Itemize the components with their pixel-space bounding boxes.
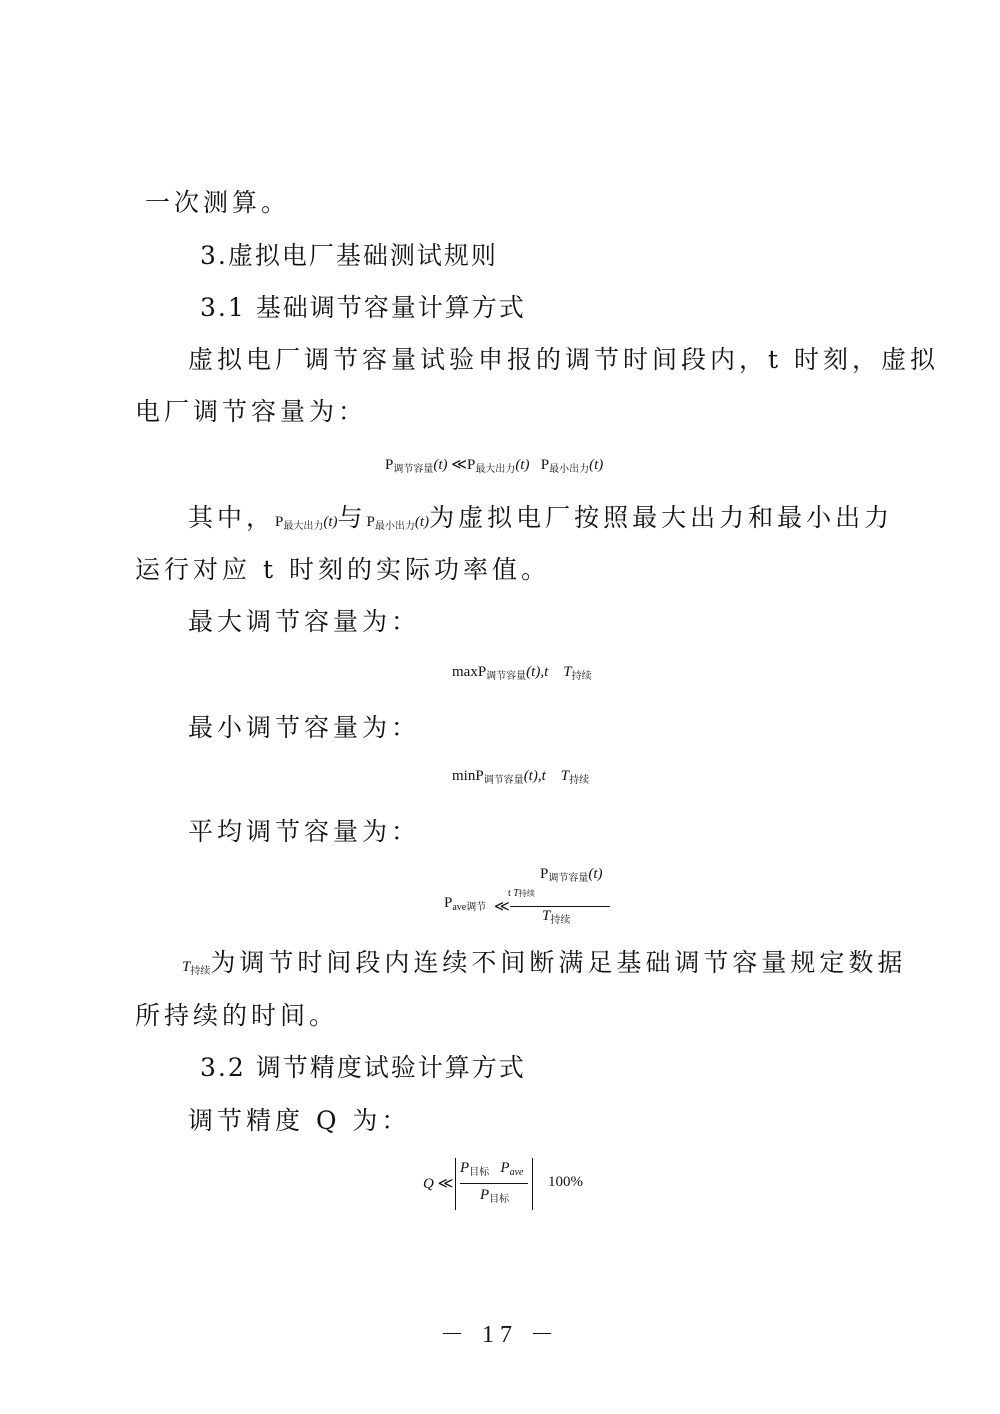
avg-denominator: $T_{持续}$ bbox=[542, 908, 571, 926]
inline-t-cont: $T_{持续}$ bbox=[182, 959, 211, 977]
text-line-1: 一次测算。 bbox=[145, 188, 291, 217]
acc-fraction-bar bbox=[460, 1183, 528, 1184]
min-capacity-label: 最小调节容量为： bbox=[188, 713, 421, 742]
avg-lhs: $P_{ave调节}$ bbox=[444, 895, 487, 913]
subsection-heading-3-1: 3.1 基础调节容量计算方式 bbox=[200, 293, 526, 322]
inline-p-min: $P_{最小出力}(t)$ bbox=[366, 514, 430, 532]
abs-bar-right bbox=[532, 1158, 533, 1210]
max-capacity-label: 最大调节容量为： bbox=[188, 607, 421, 636]
acc-denominator: $P_{目标}$ bbox=[480, 1187, 510, 1205]
avg-summation-index: t T持续 bbox=[508, 888, 535, 899]
abs-bar-left bbox=[455, 1158, 456, 1210]
acc-percent: 100% bbox=[548, 1174, 583, 1190]
formula-regulation-capacity: $P_{调节容量}(t)$ $≪P_{最大出力}(t)$ $P_{最小出力}(t)$ bbox=[385, 457, 604, 475]
paragraph-2-line-1: 其中，$P_{最大出力}(t)$与$P_{最小出力}(t)$为虚拟电厂按照最大出力和最小出力 bbox=[188, 503, 894, 532]
page-number: － 17 － bbox=[440, 1322, 560, 1348]
avg-fraction-bar bbox=[510, 906, 610, 907]
paragraph-1-line-2: 电厂调节容量为： bbox=[135, 397, 368, 426]
avg-numerator: $P_{调节容量}(t)$ bbox=[540, 866, 603, 884]
section-heading-3: 3.虚拟电厂基础测试规则 bbox=[200, 241, 498, 270]
average-capacity-label: 平均调节容量为： bbox=[188, 817, 421, 846]
formula-max-capacity: maxP$_{调节容量}$(t),t $T_{持续}$ bbox=[452, 664, 592, 682]
accuracy-label: 调节精度 Q 为： bbox=[188, 1106, 411, 1135]
paragraph-1-line-1: 虚拟电厂调节容量试验申报的调节时间段内，t 时刻，虚拟 bbox=[188, 345, 939, 374]
acc-numerator: $P_{目标}$ $P_{ave}$ bbox=[460, 1160, 524, 1178]
duration-definition-line-1: $T_{持续}$为调节时间段内连续不间断满足基础调节容量规定数据 bbox=[182, 948, 907, 977]
inline-p-max: $P_{最大出力}(t)$ bbox=[275, 514, 338, 532]
acc-lhs: Q ≪ bbox=[423, 1176, 454, 1192]
subsection-heading-3-2: 3.2 调节精度试验计算方式 bbox=[200, 1053, 526, 1082]
duration-definition-line-2: 所持续的时间。 bbox=[135, 1001, 339, 1030]
formula-min-capacity: minP$_{调节容量}$(t),t $T_{持续}$ bbox=[452, 768, 590, 786]
avg-ll: ≪ bbox=[494, 899, 510, 915]
paragraph-2-line-2: 运行对应 t 时刻的实际功率值。 bbox=[135, 555, 550, 584]
